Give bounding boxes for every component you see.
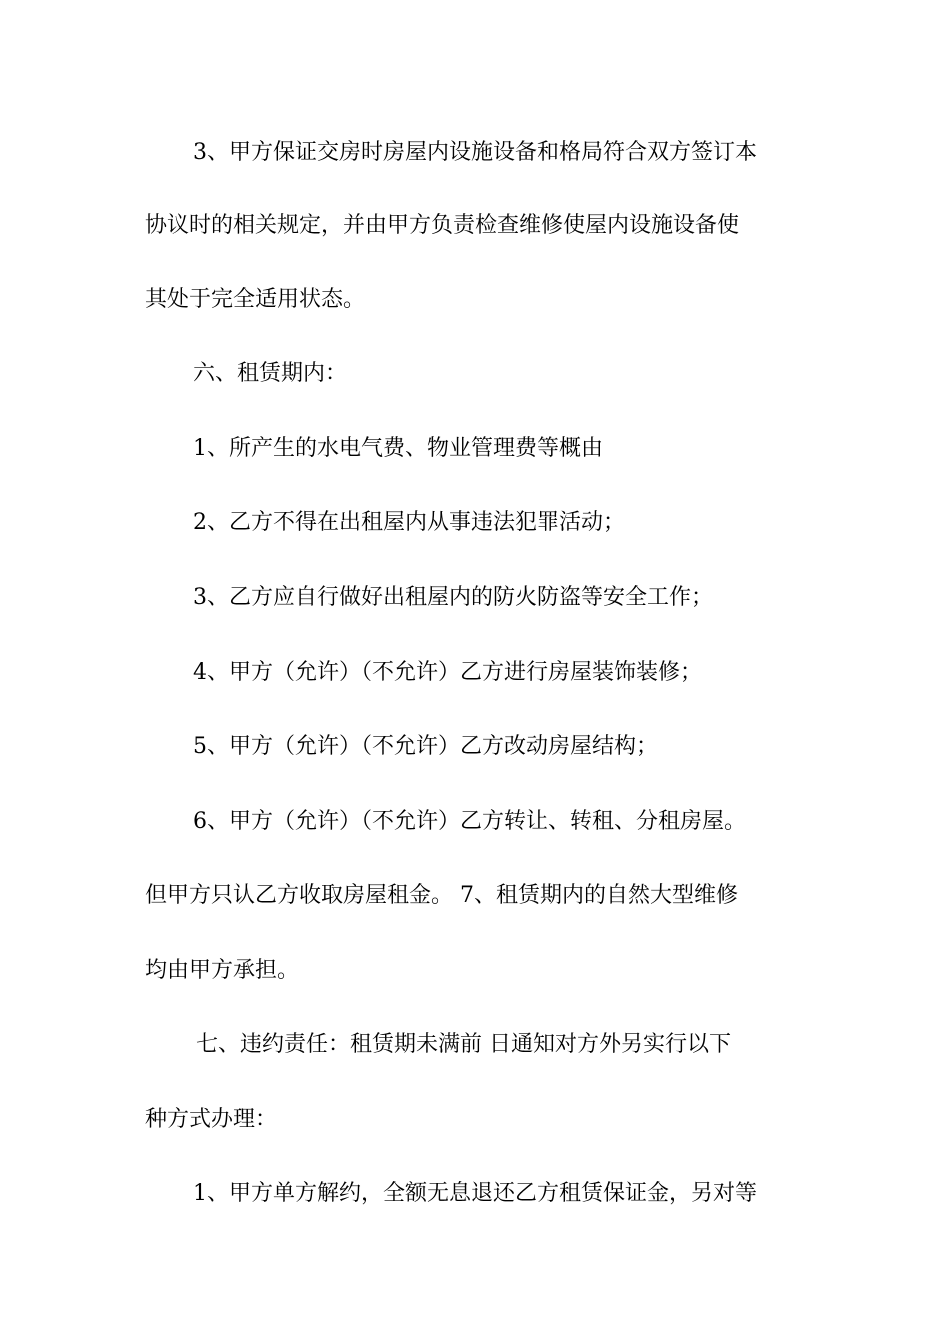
section-heading: 七、违约责任：租赁期未满前 日通知对方外另实行以下 <box>196 1032 731 1057</box>
list-item: 2、乙方不得在出租屋内从事违法犯罪活动； <box>193 510 625 535</box>
list-item: 1、甲方单方解约，全额无息退还乙方租赁保证金，另对等 <box>193 1181 757 1206</box>
paragraph-line: 但甲方只认乙方收取房屋租金。 7、租赁期内的自然大型维修 <box>145 883 738 908</box>
list-item: 4、甲方（允许）（不允许）乙方进行房屋装饰装修； <box>193 660 702 685</box>
list-item: 6、甲方（允许）（不允许）乙方转让、转租、分租房屋。 <box>193 809 746 834</box>
paragraph-line: 均由甲方承担。 <box>145 958 300 983</box>
section-heading: 六、租赁期内： <box>193 361 348 386</box>
list-item: 3、乙方应自行做好出租屋内的防火防盗等安全工作； <box>193 585 713 610</box>
paragraph-line: 3、甲方保证交房时房屋内设施设备和格局符合双方签订本 <box>193 140 757 165</box>
list-item: 1、所产生的水电气费、物业管理费等概由 <box>193 436 603 461</box>
paragraph-line: 协议时的相关规定，并由甲方负责检查维修使屋内设施设备使 <box>145 213 740 238</box>
paragraph-line: 种方式办理： <box>145 1107 278 1132</box>
paragraph-line: 其处于完全适用状态。 <box>145 287 366 312</box>
list-item: 5、甲方（允许）（不允许）乙方改动房屋结构； <box>193 734 658 759</box>
